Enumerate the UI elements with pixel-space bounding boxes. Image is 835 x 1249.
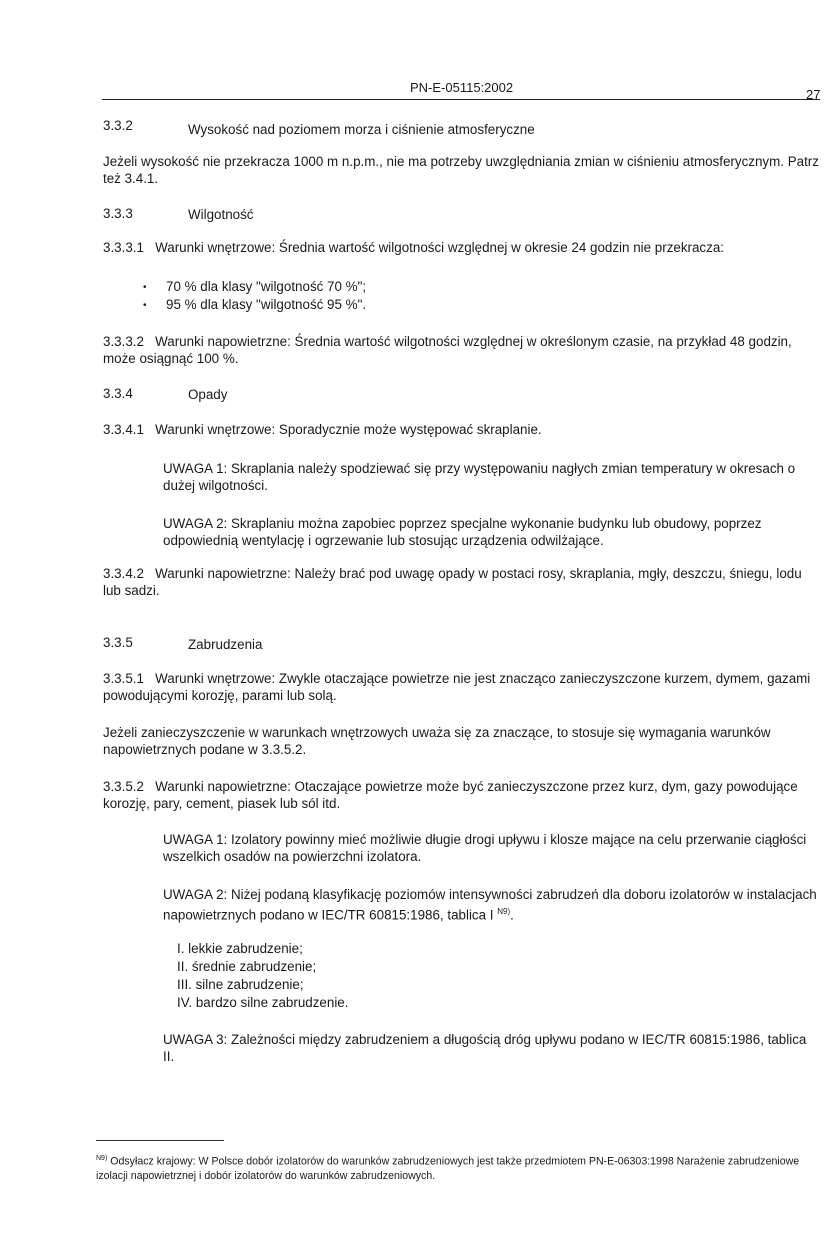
section-heading: Wysokość nad poziomem morza i ciśnienie atmosferyczne bbox=[188, 122, 535, 137]
clause-text: Warunki napowietrzne: Średnia wartość wilgotności względnej w określonym czasie, na przykład 48 godzin, może osiągnąć 100 %. bbox=[103, 334, 792, 366]
note-text: UWAGA 2: Niżej podaną klasyfikację poziomów intensywności zabrudzeń dla doboru izolatorów w instalacjach napowietrznych podano w IEC/TR 60815:1986, tablica I bbox=[163, 887, 817, 923]
footnote-text: Odsyłacz krajowy: W Polsce dobór izolatorów do warunków zabrudzeniowych jest także przedmiotem PN-E-06303:1998 Narażenie zabrudzeniowe izolacji napowietrznej i dobór izolatorów do warunków zabrudzeniowych. bbox=[96, 1155, 800, 1182]
standard-code: PN-E-05115:2002 bbox=[410, 80, 514, 95]
page-number: 27 bbox=[806, 87, 821, 102]
footnote-ref: N9) bbox=[497, 907, 511, 916]
footnote-marker: N9) bbox=[96, 1155, 108, 1162]
clause-text: Warunki wnętrzowe: Średnia wartość wilgotności względnej w okresie 24 godzin nie przekracza: bbox=[155, 240, 724, 255]
section-number: 3.3.5 bbox=[103, 635, 133, 650]
bullet: • bbox=[143, 282, 147, 293]
clause-3-3-5-1 bbox=[103, 670, 821, 704]
section-number: 3.3.2 bbox=[103, 118, 133, 133]
paragraph: Jeżeli zanieczyszczenie w warunkach wnętrzowych uważa się za znaczące, to stosuje się wymagania warunków napowietrznych podane w 3.3.5.2. bbox=[103, 725, 771, 757]
section-heading: Wilgotność bbox=[188, 207, 254, 222]
clause-3-3-4-1 bbox=[103, 421, 821, 438]
clause-text: Warunki wnętrzowe: Zwykle otaczające powietrze nie jest znacząco zanieczyszczone kurzem, dymem, gazami powodującymi korozję, parami lub solą. bbox=[103, 671, 811, 703]
clause-3-3-3-2 bbox=[103, 333, 821, 367]
footnote-rule bbox=[96, 1140, 224, 1141]
clause-3-3-4-2 bbox=[103, 565, 821, 599]
footnote bbox=[96, 1152, 816, 1183]
clause-text: Warunki napowietrzne: Otaczające powietrze może być zanieczyszczone przez kurz, dym, gazy powodujące korozję, pary, cement, piasek lub sól itd. bbox=[103, 779, 798, 811]
section-heading: Opady bbox=[188, 387, 228, 402]
clause-number: 3.3.4.1 bbox=[103, 422, 144, 437]
section-heading: Zabrudzenia bbox=[188, 637, 263, 652]
clause-number: 3.3.3.1 bbox=[103, 240, 144, 255]
note: UWAGA 2: Skraplaniu można zapobiec poprzez specjalne wykonanie budynku lub obudowy, poprzez odpowiednią wentylację i ogrzewanie lub stosując urządzenia odwilżające. bbox=[163, 516, 762, 548]
list-item: IV. bardzo silne zabrudzenie. bbox=[177, 995, 349, 1010]
header-rule bbox=[102, 99, 820, 100]
list-item: II. średnie zabrudzenie; bbox=[177, 959, 317, 974]
note: UWAGA 1: Izolatory powinny mieć możliwie długie drogi upływu i klosze mające na celu przerwanie ciągłości wszelkich osadów na powierzchni izolatora. bbox=[163, 832, 807, 864]
note bbox=[163, 886, 820, 923]
note-end: . bbox=[510, 907, 514, 923]
clause-number: 3.3.5.2 bbox=[103, 779, 144, 794]
list-item: III. silne zabrudzenie; bbox=[177, 977, 304, 992]
clause-3-3-3-1 bbox=[103, 239, 821, 256]
paragraph: Jeżeli wysokość nie przekracza 1000 m n.p.m., nie ma potrzeby uwzględniania zmian w ciśnieniu atmosferycznym. Patrz też 3.4.1. bbox=[103, 154, 819, 186]
clause-number: 3.3.4.2 bbox=[103, 566, 144, 581]
clause-number: 3.3.3.2 bbox=[103, 334, 144, 349]
clause-number: 3.3.5.1 bbox=[103, 671, 144, 686]
clause-3-3-5-2 bbox=[103, 778, 821, 812]
note: UWAGA 1: Skraplania należy spodziewać się przy występowaniu nagłych zmian temperatury w okresach o dużej wilgotności. bbox=[163, 461, 796, 493]
bullet: • bbox=[143, 300, 147, 311]
list-item: I. lekkie zabrudzenie; bbox=[177, 941, 303, 956]
section-number: 3.3.3 bbox=[103, 206, 133, 221]
clause-text: Warunki wnętrzowe: Sporadycznie może występować skraplanie. bbox=[155, 422, 542, 437]
clause-text: Warunki napowietrzne: Należy brać pod uwagę opady w postaci rosy, skraplania, mgły, deszczu, śniegu, lodu lub sadzi. bbox=[103, 566, 802, 598]
section-number: 3.3.4 bbox=[103, 386, 133, 401]
list-item: 70 % dla klasy "wilgotność 70 %"; bbox=[166, 279, 367, 294]
list-item: 95 % dla klasy "wilgotność 95 %". bbox=[166, 297, 367, 312]
note: UWAGA 3: Zależności między zabrudzeniem a długością dróg upływu podano w IEC/TR 60815:1986, tablica II. bbox=[163, 1032, 807, 1064]
